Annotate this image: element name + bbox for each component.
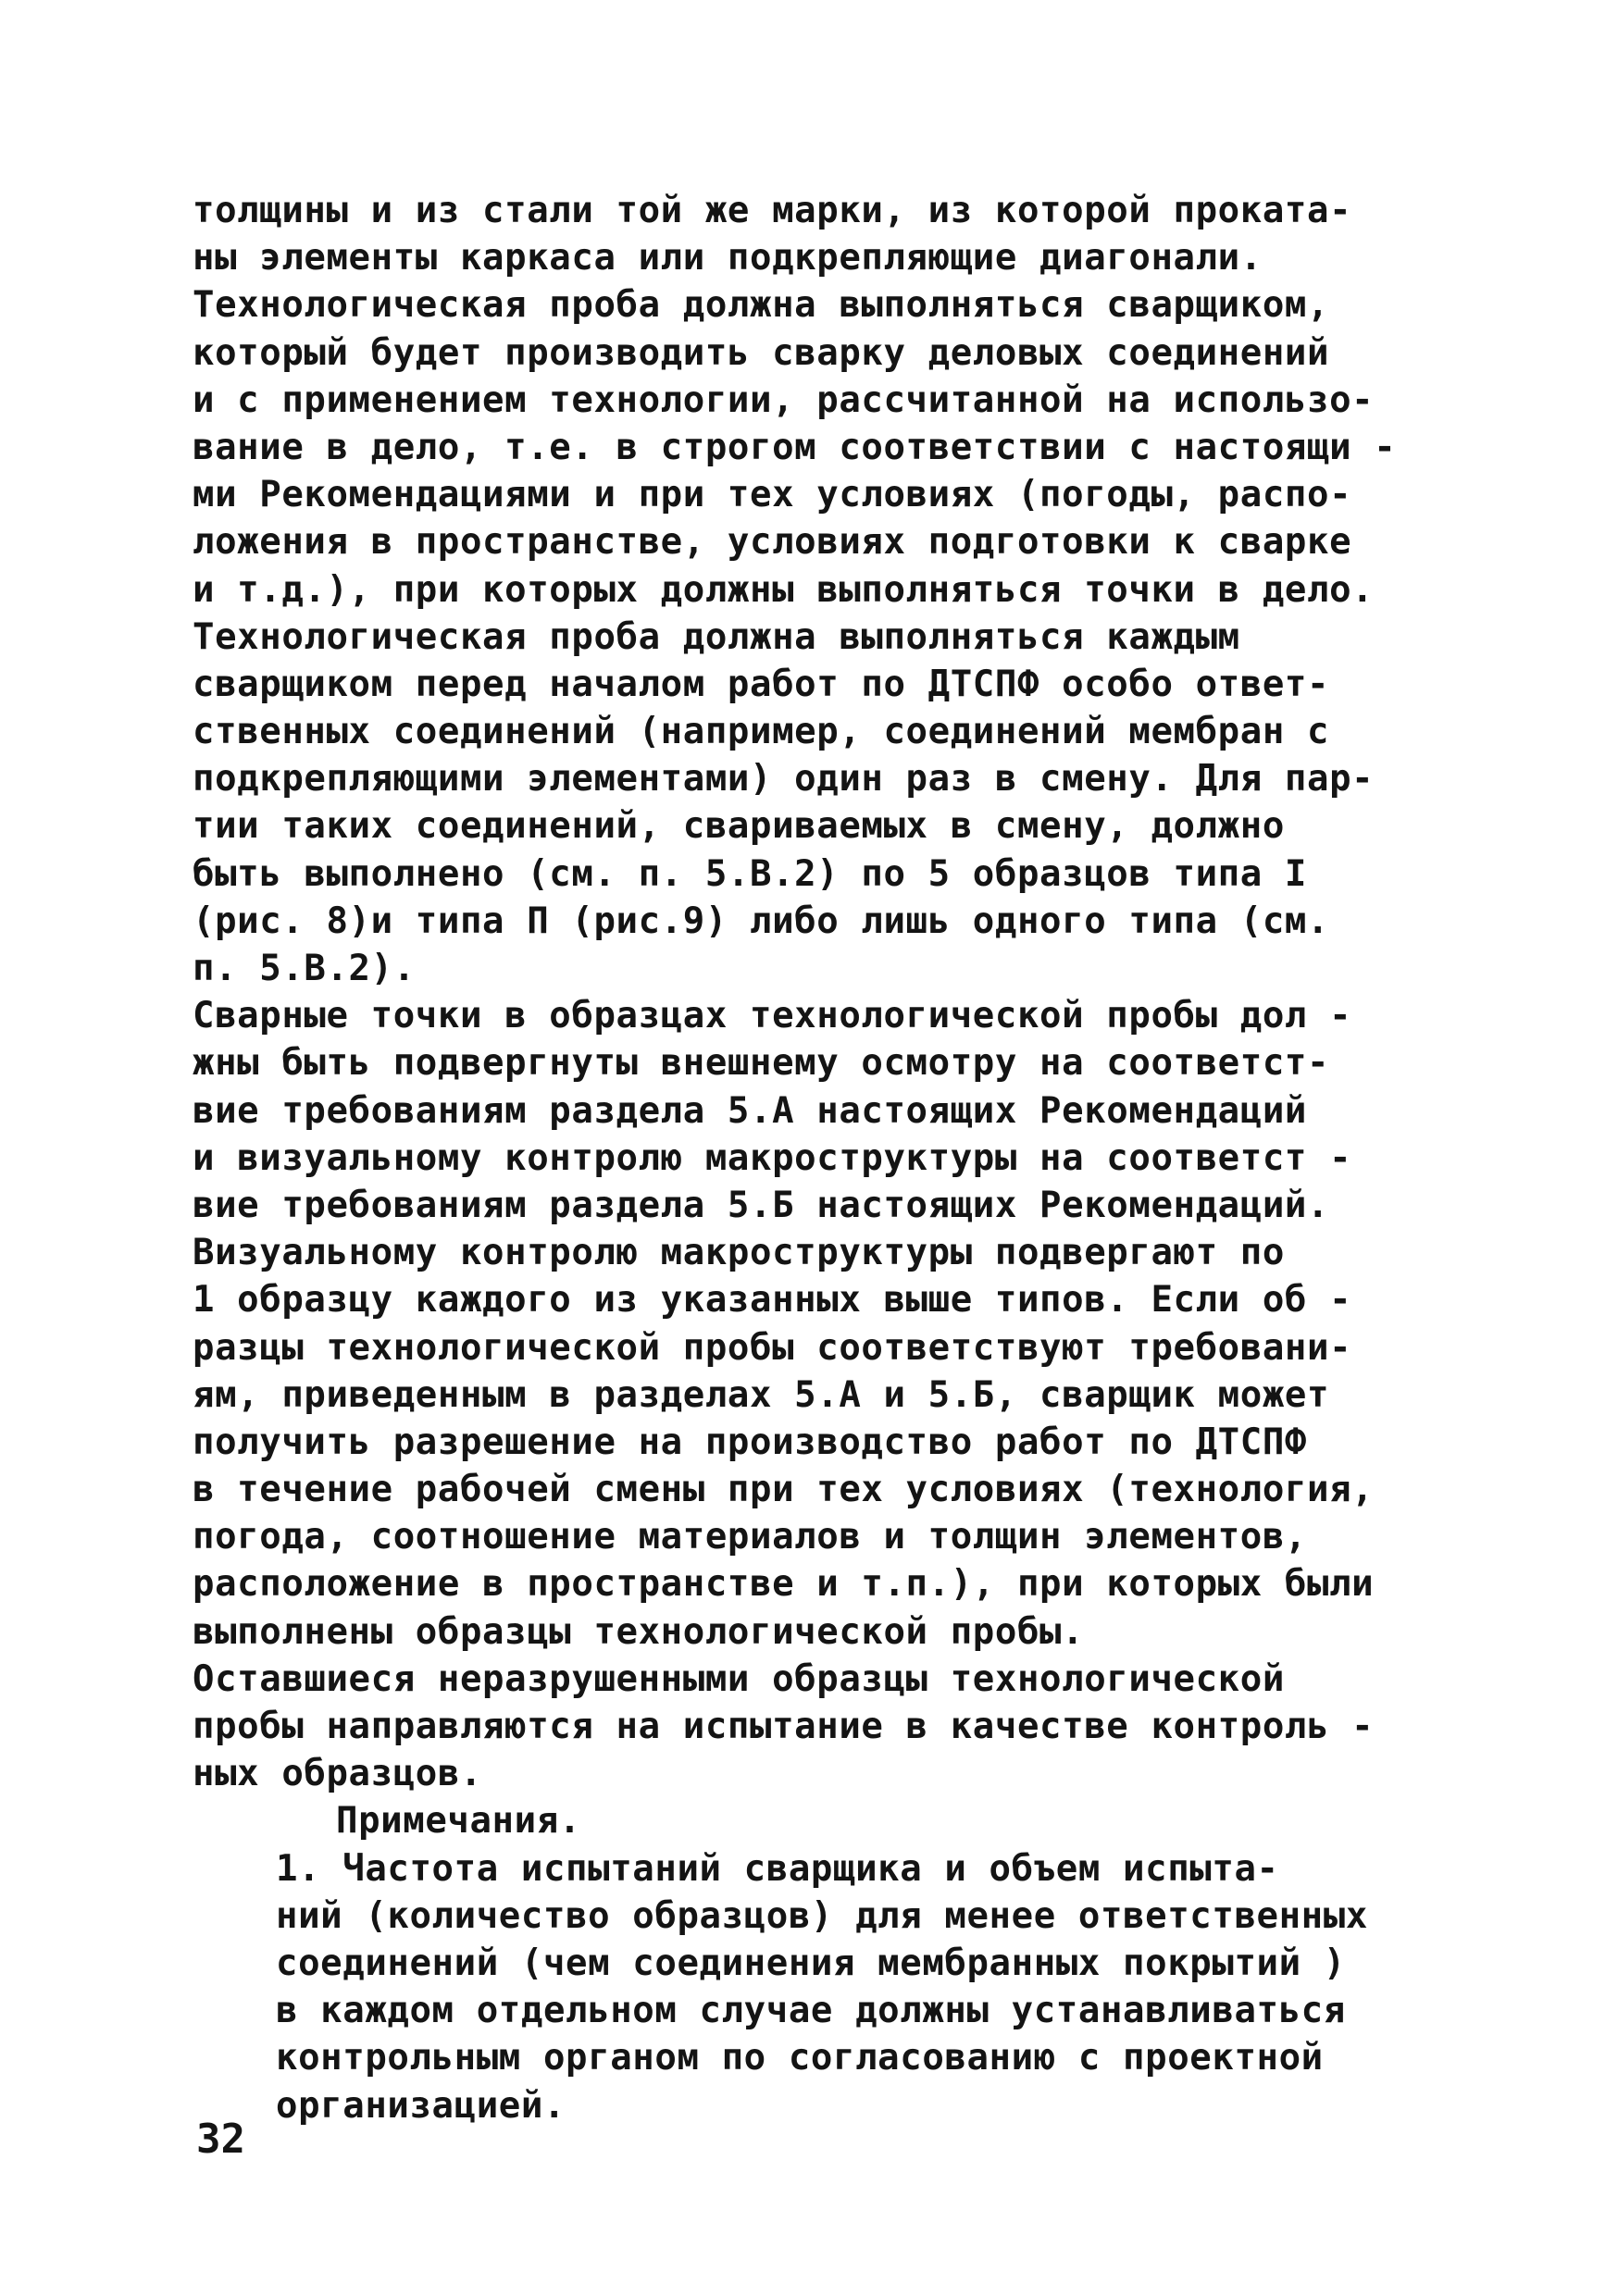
body-line: ных образцов. [193, 1753, 483, 1795]
body-line: вание в дело, т.е. в строгом соответствии с настоящи - [193, 426, 1397, 468]
body-line: ны элементы каркаса или подкрепляющие диагонали. [193, 237, 1263, 279]
body-line: получить разрешение на производство работ по ДТСПФ [193, 1421, 1307, 1463]
notes-title: Примечания. [336, 1800, 581, 1843]
body-line: п. 5.В.2). [193, 948, 416, 989]
note-line: 1. Частота испытаний сварщика и объем испыта- [276, 1847, 1279, 1890]
body-line: ям, приведенным в разделах 5.А и 5.Б, сварщик может [193, 1373, 1330, 1416]
body-line: и визуальному контролю макроструктуры на соответст - [193, 1136, 1352, 1179]
note-line: ний (количество образцов) для менее ответственных [276, 1894, 1368, 1937]
note-line: в каждом отдельном случае должны устанавливаться [276, 1990, 1346, 2032]
body-line: жны быть подвергнуты внешнему осмотру на соответст- [193, 1042, 1330, 1085]
body-line: Технологическая проба должна выполняться каждым [193, 615, 1240, 658]
body-line: Оставшиеся неразрушенными образцы технологической [193, 1657, 1285, 1700]
body-line: 1 образцу каждого из указанных выше типов. Если об - [193, 1279, 1352, 1322]
body-line: (рис. 8)и типа П (рис.9) либо лишь одного типа (см. [193, 900, 1330, 942]
body-line: Сварные точки в образцах технологической пробы дол - [193, 995, 1352, 1037]
body-line: быть выполнено (см. п. 5.В.2) по 5 образцов типа I [193, 852, 1307, 895]
body-line: Технологическая проба должна выполняться сварщиком, [193, 284, 1330, 327]
body-line: разцы технологической пробы соответствуют требовани- [193, 1326, 1352, 1369]
note-line: организацией. [276, 2084, 566, 2127]
body-line: вие требованиям раздела 5.Б настоящих Рекомендаций. [193, 1184, 1330, 1226]
body-line: тии таких соединений, свариваемых в смену, должно [193, 805, 1285, 848]
body-line: Визуальному контролю макроструктуры подвергают по [193, 1232, 1285, 1274]
body-line: толщины и из стали той же марки, из которой проката- [193, 190, 1352, 231]
body-line: и т.д.), при которых должны выполняться точки в дело. [193, 568, 1375, 611]
body-line: расположение в пространстве и т.п.), при которых были [193, 1563, 1375, 1606]
body-line: ми Рекомендациями и при тех условиях (погоды, распо- [193, 474, 1352, 516]
body-line: сварщиком перед началом работ по ДТСПФ особо ответ- [193, 663, 1330, 705]
text-block [193, 187, 1433, 2129]
body-line: в течение рабочей смены при тех условиях (технология, [193, 1469, 1375, 1511]
body-line: ственных соединений (например, соединений мембран с [193, 711, 1330, 753]
body-line: подкрепляющими элементами) один раз в смену. Для пар- [193, 758, 1375, 800]
note-line: соединений (чем соединения мембранных покрытий ) [276, 1942, 1346, 1984]
body-line: ложения в пространстве, условиях подготовки к сварке [193, 521, 1352, 564]
body-line: пробы направляются на испытание в качестве контроль - [193, 1706, 1375, 1747]
body-line: и с применением технологии, рассчитанной на использо- [193, 379, 1375, 421]
page-number: 32 [196, 2116, 245, 2163]
note-line: контрольным органом по согласованию с проектной [276, 2037, 1324, 2079]
body-line: вие требованиям раздела 5.А настоящих Рекомендаций [193, 1089, 1307, 1132]
body-line: выполнены образцы технологической пробы. [193, 1610, 1085, 1653]
body-line: который будет производить сварку деловых соединений [193, 331, 1330, 374]
body-line: погода, соотношение материалов и толщин элементов, [193, 1516, 1307, 1558]
